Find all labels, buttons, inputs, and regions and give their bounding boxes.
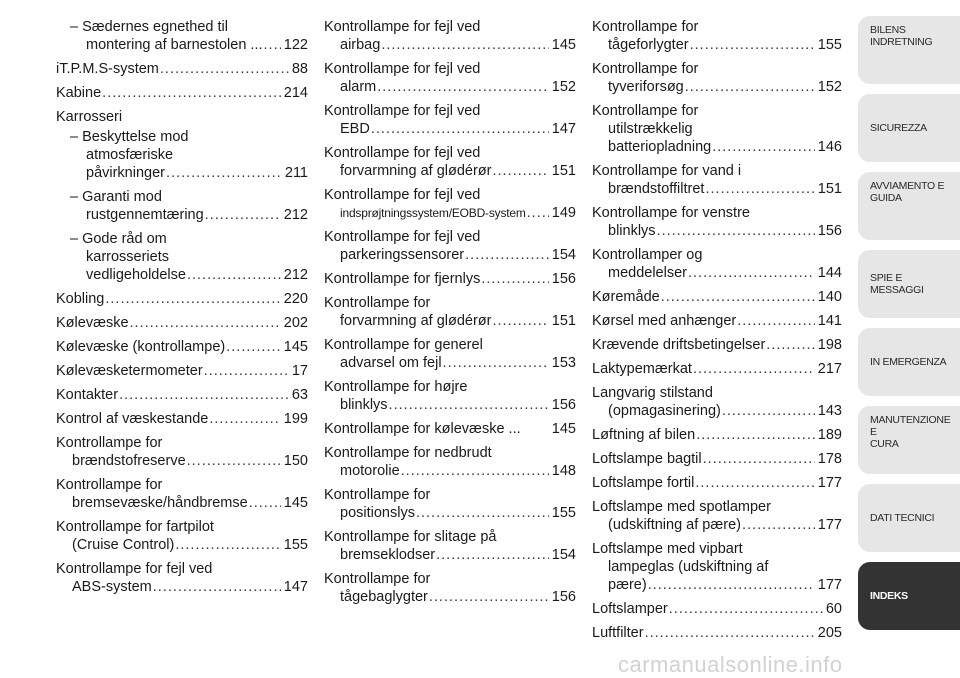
index-entry-text: Kontrollampe for fejl ved	[324, 61, 481, 77]
index-entry-text: bremseklodser	[340, 547, 436, 563]
page-number: 220	[283, 291, 308, 307]
index-entry-text: Kontakter	[56, 387, 119, 403]
index-entry-text: utilstrækkelig	[608, 121, 693, 137]
dot-leader	[249, 494, 281, 512]
index-entry-text: tågebaglygter	[340, 589, 428, 605]
index-entry-text: Kontrollampe for venstre	[592, 205, 750, 221]
tab-label: BILENS	[870, 24, 906, 36]
tab-label: AVVIAMENTO E	[870, 180, 945, 192]
index-entry[interactable]	[324, 444, 576, 480]
index-entry-text: Krævende driftsbetingelser	[592, 337, 766, 353]
index-entry[interactable]	[56, 84, 308, 102]
index-entry[interactable]	[56, 108, 308, 126]
page-number: 217	[817, 361, 842, 377]
dot-leader	[657, 222, 815, 240]
page-number: 154	[551, 247, 576, 263]
tab-spie-e-messaggi[interactable]	[858, 250, 960, 318]
page-number: 211	[284, 165, 308, 181]
index-entry-text: batteriopladning	[608, 139, 712, 155]
page-number: 198	[817, 337, 842, 353]
index-entry-text: påvirkninger	[86, 165, 165, 181]
index-entry[interactable]	[56, 560, 308, 596]
page-number: 202	[283, 315, 308, 331]
watermark: carmanualsonline.info	[618, 652, 843, 677]
index-entry-text: indsprøjtningssystem/EOBD-system	[340, 206, 526, 220]
page-number: 156	[551, 397, 576, 413]
tab-label: GUIDA	[870, 192, 902, 204]
index-entry[interactable]	[592, 60, 842, 96]
index-entry-text: Kontrollampe for fartpilot	[56, 519, 214, 535]
index-entry[interactable]	[324, 186, 576, 222]
index-entry[interactable]	[592, 624, 842, 642]
page-number: 214	[283, 85, 308, 101]
dot-leader	[153, 578, 281, 596]
index-entry-text: Køremåde	[592, 289, 660, 305]
dot-leader	[226, 338, 281, 356]
page-number: 152	[551, 79, 576, 95]
index-entry[interactable]	[592, 336, 842, 354]
index-entry-text: tyveriforsøg	[608, 79, 684, 95]
index-entry-text: atmosfæriske	[86, 147, 174, 163]
dot-leader	[166, 164, 282, 182]
index-entry-text: iT.P.M.S-system	[56, 61, 159, 77]
tab-label: INDRETNING	[870, 36, 933, 48]
tab-label: INDEKS	[870, 590, 908, 602]
page-number: 60	[825, 601, 842, 617]
index-entry-text: Kontrol af væskestande	[56, 411, 209, 427]
tab-sicurezza[interactable]	[858, 94, 960, 162]
dot-leader	[187, 266, 281, 284]
index-entry-text: – Garanti mod	[70, 189, 162, 205]
page-number: 147	[283, 579, 308, 595]
index-entry[interactable]	[324, 270, 576, 288]
index-entry-text: Langvarig stilstand	[592, 385, 713, 401]
index-entry-text: Kontrollampe for fejl ved	[324, 187, 481, 203]
index-entry-text: ABS-system	[72, 579, 152, 595]
index-entry-text: advarsel om fejl	[340, 355, 442, 371]
index-entry[interactable]	[56, 290, 308, 308]
index-entry-text: Luftfilter	[592, 625, 644, 641]
index-entry-text: Kontrollampe for fejl ved	[324, 145, 481, 161]
dot-leader	[493, 162, 549, 180]
index-entry[interactable]	[56, 362, 308, 380]
index-entry[interactable]	[592, 498, 842, 534]
index-entry-text: Kabine	[56, 85, 102, 101]
section-tab-strip	[858, 0, 960, 678]
page-number: 151	[817, 181, 842, 197]
dot-leader	[416, 504, 549, 522]
dot-leader	[160, 60, 289, 78]
index-entry-text: airbag	[340, 37, 381, 53]
page-number: 145	[283, 339, 308, 355]
index-entry-text: Kontrollampe for	[56, 435, 163, 451]
dot-leader	[695, 474, 814, 492]
dot-leader	[696, 426, 815, 444]
index-entry-text: (udskiftning af pære)	[608, 517, 741, 533]
index-entry[interactable]	[56, 434, 308, 470]
dot-leader	[685, 78, 815, 96]
page-number: 145	[283, 495, 308, 511]
index-entry-text: blinklys	[340, 397, 388, 413]
index-entry[interactable]	[70, 18, 308, 54]
index-entry-text: Karrosseri	[56, 109, 123, 125]
index-entry-text: Laktypemærkat	[592, 361, 692, 377]
index-entry-text: Loftslampe med spotlamper	[592, 499, 771, 515]
index-entry[interactable]	[592, 600, 842, 618]
index-entry-text: Kølevæsketermometer	[56, 363, 203, 379]
index-entry[interactable]	[324, 60, 576, 96]
page-number: 122	[283, 37, 308, 53]
page-number: 146	[817, 139, 842, 155]
index-entry[interactable]	[70, 128, 308, 182]
page-number: 177	[817, 517, 842, 533]
index-entry[interactable]	[56, 314, 308, 332]
tab-label: DATI TECNICI	[870, 512, 935, 524]
index-entry-text: Kontrollampe for højre	[324, 379, 468, 395]
page-number: 145	[551, 421, 576, 437]
page-number: 140	[817, 289, 842, 305]
index-entry-text: Kontrollampe for fejl ved	[56, 561, 213, 577]
dot-leader	[465, 246, 549, 264]
index-entry[interactable]	[592, 162, 842, 198]
dot-leader	[371, 120, 549, 138]
index-entry-text: pære)	[608, 577, 647, 593]
index-entry-text: Kontrollampe for kølevæske ...	[324, 421, 521, 437]
index-entry[interactable]	[70, 230, 308, 284]
index-entry-text: Kontrollampe for fejl ved	[324, 229, 481, 245]
page-number: 199	[283, 411, 308, 427]
index-entry[interactable]	[324, 420, 576, 438]
index-entry-text: Kontrollampe for	[324, 571, 431, 587]
index-entry-text: Loftslamper	[592, 601, 668, 617]
index-entry[interactable]	[592, 360, 842, 378]
dot-leader	[742, 516, 815, 534]
index-entry-text: – Beskyttelse mod	[70, 129, 189, 145]
dot-leader	[205, 206, 281, 224]
page-number: 143	[817, 403, 842, 419]
page-number: 17	[291, 363, 308, 379]
page-number: 148	[551, 463, 576, 479]
index-entry[interactable]	[592, 474, 842, 492]
page-number: 212	[283, 207, 308, 223]
tab-label: IN EMERGENZA	[870, 356, 947, 368]
dot-leader	[389, 396, 549, 414]
index-entry-text: Kontrollampe for vand i	[592, 163, 742, 179]
index-entry-text: Kobling	[56, 291, 105, 307]
index-entry-text: montering af barnestolen ...	[86, 37, 263, 53]
index-entry-text: Kontrollampe for	[592, 61, 699, 77]
page-number: 154	[551, 547, 576, 563]
index-entry-text: Kontrollampe for	[324, 295, 431, 311]
index-entry[interactable]	[324, 228, 576, 264]
index-column-3	[592, 18, 842, 648]
index-entry-text: Kontrollampe for fejl ved	[324, 19, 481, 35]
index-entry-text: alarm	[340, 79, 377, 95]
page-number: 88	[291, 61, 308, 77]
page-number: 141	[817, 313, 842, 329]
index-entry-text: meddelelser	[608, 265, 687, 281]
index-entry-text: Kølevæske	[56, 315, 129, 331]
page-number: 144	[817, 265, 842, 281]
index-column-2	[324, 18, 576, 612]
page-number: 155	[817, 37, 842, 53]
dot-leader	[493, 312, 549, 330]
index-entry-text: – Gode råd om	[70, 231, 167, 247]
dot-leader	[204, 362, 289, 380]
index-entry[interactable]	[56, 60, 308, 78]
index-entry[interactable]	[592, 540, 842, 594]
index-entry-text: Kontrollampe for	[592, 19, 699, 35]
index-entry-text: Kørsel med anhænger	[592, 313, 737, 329]
tab-label: SICUREZZA	[870, 122, 927, 134]
page-number: 155	[283, 537, 308, 553]
dot-leader	[703, 450, 815, 468]
page-number: 151	[551, 163, 576, 179]
index-entry-text: positionslys	[340, 505, 415, 521]
index-column-1	[56, 18, 308, 602]
page-number: 153	[551, 355, 576, 371]
dot-leader	[264, 36, 281, 54]
page-number: 151	[551, 313, 576, 329]
dot-leader	[688, 264, 815, 282]
index-entry[interactable]	[324, 486, 576, 522]
index-entry[interactable]	[324, 570, 576, 606]
dot-leader	[766, 336, 815, 354]
dot-leader	[443, 354, 549, 372]
dot-leader	[209, 410, 280, 428]
dot-leader	[119, 386, 289, 404]
index-entry-text: Løftning af bilen	[592, 427, 696, 443]
index-entry[interactable]	[324, 144, 576, 180]
index-entry-text: Kontrollampe for	[56, 477, 163, 493]
page-number: 152	[817, 79, 842, 95]
page-number: 156	[551, 271, 576, 287]
index-entry-text: Kontrollampe for nedbrudt	[324, 445, 492, 461]
index-entry-text: brændstoffiltret	[608, 181, 705, 197]
index-entry-text: Loftslampe med vipbart	[592, 541, 743, 557]
tab-dati-tecnici[interactable]	[858, 484, 960, 552]
index-entry[interactable]	[592, 204, 842, 240]
index-entry-text: tågeforlygter	[608, 37, 689, 53]
index-entry-text: Kontrollampe for slitage på	[324, 529, 497, 545]
index-entry-text: – Sædernes egnethed til	[70, 19, 228, 35]
dot-leader	[175, 536, 280, 554]
page-number: 189	[817, 427, 842, 443]
tab-bilens-indretning[interactable]	[858, 16, 960, 84]
index-entry-text: Loftslampe bagtil	[592, 451, 702, 467]
page-number: 177	[817, 577, 842, 593]
page-number: 147	[551, 121, 576, 137]
index-entry[interactable]	[592, 312, 842, 330]
index-entry[interactable]	[56, 338, 308, 356]
index-entry[interactable]	[324, 294, 576, 330]
page-number: 156	[817, 223, 842, 239]
index-entry-text: karrosseriets	[86, 249, 169, 265]
index-entry[interactable]	[56, 386, 308, 404]
index-entry-text: Loftslampe fortil	[592, 475, 695, 491]
index-entry-text: (Cruise Control)	[72, 537, 175, 553]
index-entry-text: lampeglas (udskiftning af	[608, 559, 769, 575]
tab-in-emergenza[interactable]	[858, 328, 960, 396]
dot-leader	[712, 138, 815, 156]
index-entry-text: Kølevæske (kontrollampe)	[56, 339, 226, 355]
page-number: 205	[817, 625, 842, 641]
dot-leader	[401, 462, 549, 480]
dot-leader	[377, 78, 549, 96]
page-number: 149	[551, 205, 576, 221]
index-entry[interactable]	[56, 410, 308, 428]
dot-leader	[481, 270, 548, 288]
dot-leader	[130, 314, 281, 332]
dot-leader	[187, 452, 281, 470]
index-entry-text: Kontrollampe for	[592, 103, 699, 119]
index-entry-text: vedligeholdelse	[86, 267, 186, 283]
index-entry[interactable]	[324, 528, 576, 564]
index-entry[interactable]	[592, 246, 842, 282]
dot-leader	[690, 36, 815, 54]
tab-label: MANUTENZIONE E	[870, 414, 951, 438]
page-number: 150	[283, 453, 308, 469]
tab-label: CURA	[870, 438, 899, 450]
tab-label: SPIE E MESSAGGI	[870, 272, 924, 296]
index-entry[interactable]	[324, 336, 576, 372]
page-number: 212	[283, 267, 308, 283]
tab-avviamento-e-guida[interactable]	[858, 172, 960, 240]
dot-leader	[669, 600, 823, 618]
index-entry[interactable]	[56, 476, 308, 512]
page-number: 63	[291, 387, 308, 403]
index-entry[interactable]	[592, 384, 842, 420]
index-entry-text: Kontrollampe for fjernlys	[324, 271, 481, 287]
dot-leader	[381, 36, 548, 54]
index-entry-text: forvarmning af glødérør	[340, 163, 492, 179]
index-entry[interactable]	[324, 102, 576, 138]
page-number: 156	[551, 589, 576, 605]
index-entry-text: bremsevæske/håndbremse	[72, 495, 248, 511]
dot-leader	[722, 402, 815, 420]
index-entry[interactable]	[70, 188, 308, 224]
dot-leader	[102, 84, 281, 102]
dot-leader	[645, 624, 815, 642]
index-entry[interactable]	[592, 18, 842, 54]
index-entry[interactable]	[592, 288, 842, 306]
page-number: 177	[817, 475, 842, 491]
dot-leader	[527, 204, 549, 222]
tab-manutenzione-e-cura[interactable]	[858, 406, 960, 474]
index-entry[interactable]	[324, 18, 576, 54]
index-entry-text: rustgennemtæring	[86, 207, 204, 223]
dot-leader	[429, 588, 549, 606]
dot-leader	[705, 180, 814, 198]
index-entry[interactable]	[324, 378, 576, 414]
index-entry[interactable]	[592, 426, 842, 444]
dot-leader	[737, 312, 815, 330]
page-number: 155	[551, 505, 576, 521]
index-entry-text: motorolie	[340, 463, 400, 479]
index-entry-text: Kontrollampe for fejl ved	[324, 103, 481, 119]
index-entry-text: brændstofreserve	[72, 453, 186, 469]
dot-leader	[693, 360, 815, 378]
dot-leader	[436, 546, 549, 564]
page-number: 178	[817, 451, 842, 467]
index-entry-text: EBD	[340, 121, 370, 137]
dot-leader	[648, 576, 815, 594]
index-entry-text: Kontrollampe for generel	[324, 337, 483, 353]
index-entry-text: Kontrollampe for	[324, 487, 431, 503]
index-entry[interactable]	[592, 102, 842, 156]
dot-leader	[105, 290, 280, 308]
index-entry-text: forvarmning af glødérør	[340, 313, 492, 329]
index-entry[interactable]	[56, 518, 308, 554]
index-entry-text: Kontrollamper og	[592, 247, 703, 263]
index-entry-text: blinklys	[608, 223, 656, 239]
index-entry-text: (opmagasinering)	[608, 403, 721, 419]
tab-indeks[interactable]	[858, 562, 960, 630]
index-entry[interactable]	[592, 450, 842, 468]
dot-leader	[661, 288, 815, 306]
index-entry-text: parkeringssensorer	[340, 247, 465, 263]
page-number: 145	[551, 37, 576, 53]
